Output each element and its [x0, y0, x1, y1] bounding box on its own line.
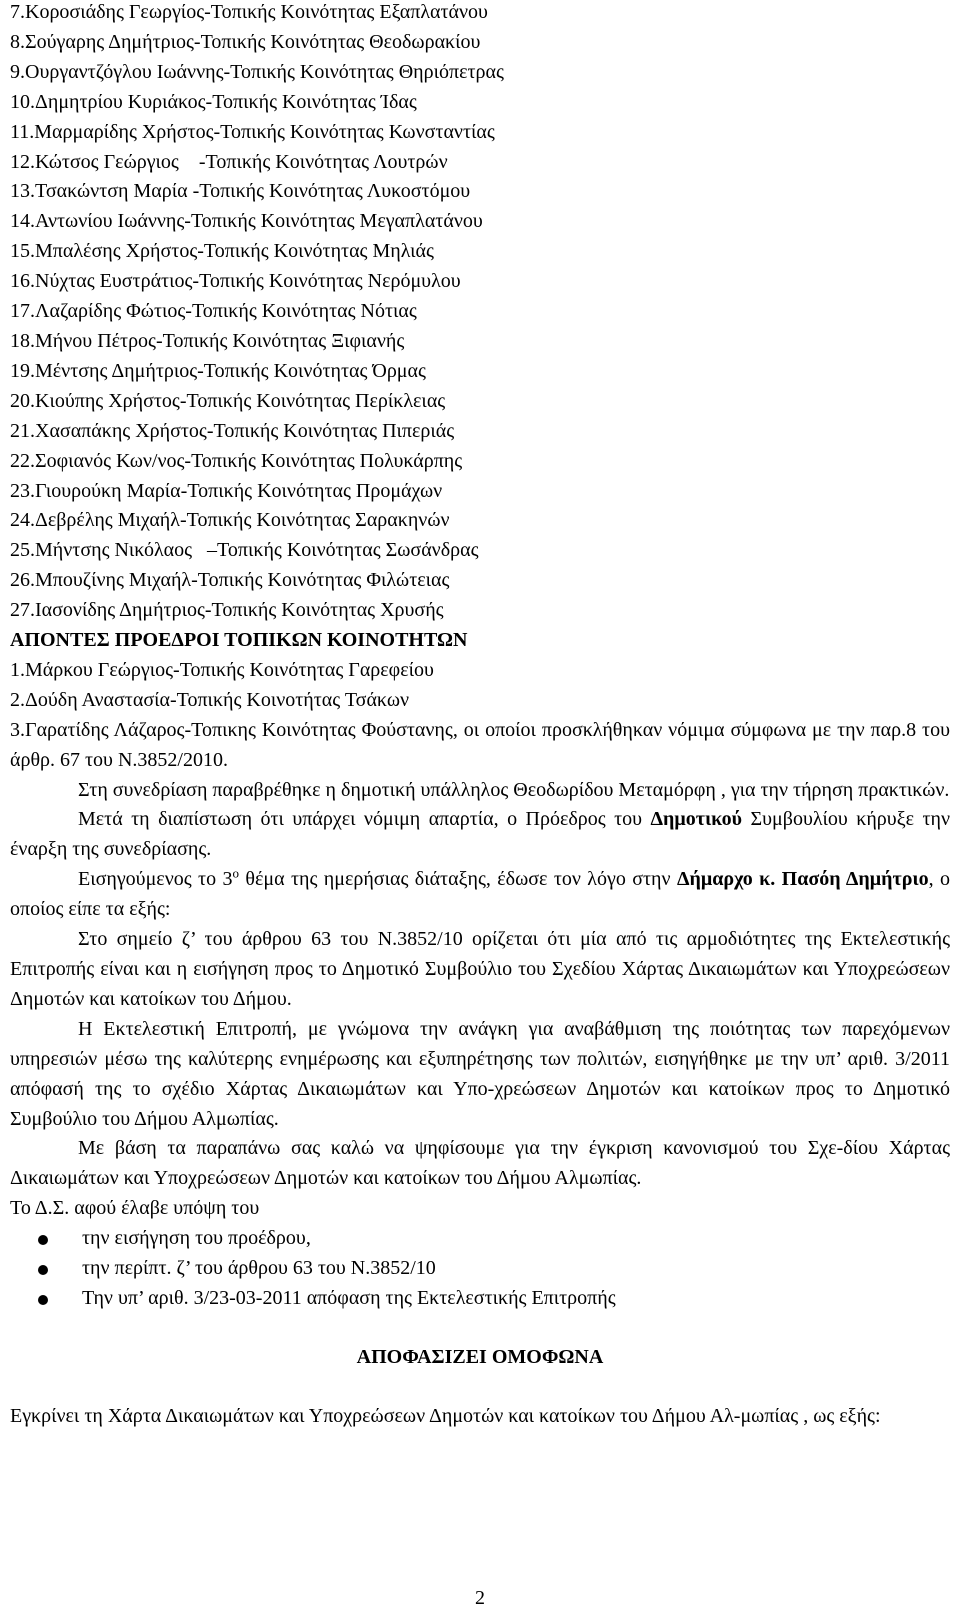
list-item-text: την περίπτ. ζ’ του άρθρου 63 του Ν.3852/10 — [82, 1257, 436, 1280]
list-item: 17.Λαζαρίδης Φώτιος-Τοπικής Κοινότητας Νότιας — [10, 300, 417, 323]
paragraph-quorum — [10, 805, 950, 865]
paragraph-text: Συμβουλίου κήρυξε την έναρξη της συνεδρίασης. — [10, 808, 950, 861]
paragraph-text: Εισηγούμενος το 3 — [78, 868, 233, 891]
list-item — [10, 1284, 950, 1314]
list-item: 9.Ουργαντζόγλου Ιωάννης-Τοπικής Κοινότητας Θηριόπετρας — [10, 60, 504, 83]
list-item: 8.Σούγαρης Δημήτριος-Τοπικής Κοινότητας Θεοδωρακίου — [10, 30, 481, 53]
paragraph-executive-committee: Η Εκτελεστική Επιτροπή, με γνώμονα την ανάγκη για αναβάθμιση της ποιότητας των παρεχόμενων υπηρεσιών μέσω της καλύτερης ενημέρωσης και εξυπηρέτησης των πολιτών, εισηγήθηκε με την υπ’ αριθ. 3/2011 απόφασή της το σχέδιο Χάρτας Δικαιωμάτων και Υπο-χρεώσεων Δημοτών και κατοίκων προς το Δημοτικό Συμβούλιο του Δήμου Αλμωπίας. — [10, 1017, 950, 1130]
list-item: 24.Δεβρέλης Μιχαήλ-Τοπικής Κοινότητας Σαρακηνών — [10, 509, 450, 532]
emphasis-text: Δημοτικού — [650, 808, 743, 831]
list-item — [10, 1224, 950, 1254]
list-item: 21.Χασαπάκης Χρήστος-Τοπικής Κοινότητας Πιπεριάς — [10, 419, 455, 442]
list-item: 1.Μάρκου Γεώργιος-Τοπικής Κοινότητας Γαρεφείου — [10, 658, 434, 681]
list-item: 10.Δημητρίου Κυριάκος-Τοπικής Κοινότητας Ίδας — [10, 90, 417, 113]
mayor-name: Δήμαρχο κ. Πασόη Δημήτριο — [676, 868, 929, 891]
paragraph-text: , ο οποίος είπε τα εξής: — [10, 868, 951, 921]
paragraph-vote-request: Με βάση τα παραπάνω σας καλώ να ψηφίσουμε για την έγκριση κανονισμού του Σχε-δίου Χάρτας Δικαιωμάτων και Υποχρεώσεων Δημοτών και κατοίκων του Δήμου Αλμωπίας. — [10, 1137, 950, 1190]
list-item: 15.Μπαλέσης Χρήστος-Τοπικής Κοινότητας Μηλιάς — [10, 240, 434, 263]
list-item: 20.Κιούπης Χρήστος-Τοπικής Κοινότητας Περίκλειας — [10, 389, 446, 412]
list-item: 13.Τσακώντση Μαρία -Τοπικής Κοινότητας Λυκοστόμου — [10, 180, 471, 203]
absent-presidents-heading: ΑΠΟΝΤΕΣ ΠΡΟΕΔΡΟΙ ΤΟΠΙΚΩΝ ΚΟΙΝΟΤΗΤΩΝ — [10, 629, 468, 652]
paragraph-clerk: Στη συνεδρίαση παραβρέθηκε η δημοτική υπάλληλος Θεοδωρίδου Μεταμόρφη , για την τήρηση πρακτικών. — [78, 778, 950, 801]
present-presidents-list — [10, 0, 950, 626]
list-item-text: Την υπ’ αριθ. 3/23-03-2011 απόφαση της Εκτελεστικής Επιτροπής — [82, 1286, 616, 1309]
list-item: 25.Μήντσης Νικόλαος –Τοπικής Κοινότητας Σωσάνδρας — [10, 539, 479, 562]
bullet-icon — [38, 1265, 48, 1275]
list-item: 11.Μαρμαρίδης Χρήστος-Τοπικής Κοινότητας Κωνσταντίας — [10, 120, 495, 143]
decision-heading: ΑΠΟΦΑΣΙΖΕΙ ΟΜΟΦΩΝΑ — [356, 1345, 604, 1368]
paragraph-text: θέμα της ημερήσιας διάταξης, έδωσε τον λόγο στην — [239, 868, 677, 891]
list-item: 19.Μέντσης Δημήτριος-Τοπικής Κοινότητας Όρμας — [10, 359, 426, 382]
ordinal-superscript: ο — [232, 865, 239, 881]
list-item — [10, 1254, 950, 1284]
absent-presidents-list — [10, 656, 950, 776]
list-item: 14.Αντωνίου Ιωάννης-Τοπικής Κοινότητας Μεγαπλατάνου — [10, 210, 483, 233]
council-considerations-intro: Το Δ.Σ. αφού έλαβε υπόψη του — [10, 1197, 260, 1220]
paragraph-law-article: Στο σημείο ζ’ του άρθρου 63 του Ν.3852/10 ορίζεται ότι μία από τις αρμοδιότητες της Εκτελεστικής Επιτροπής είναι και η εισήγηση προς το Δημοτικό Συμβούλιο του Σχεδίου Χάρτας Δικαιωμάτων και Υποχρεώσεων Δημοτών και κατοίκων του Δήμου. — [10, 928, 950, 1010]
list-item: 22.Σοφιανός Κων/νος-Τοπικής Κοινότητας Πολυκάρπης — [10, 449, 463, 472]
paragraph-introduction — [10, 865, 950, 925]
list-item: 12.Κώτσος Γεώργιος -Τοπικής Κοινότητας Λουτρών — [10, 150, 448, 173]
list-item: 26.Μπουζίνης Μιχαήλ-Τοπικής Κοινότητας Φιλώτειας — [10, 569, 450, 592]
bullet-icon — [38, 1295, 48, 1305]
list-item: 7.Κοροσιάδης Γεωργίος-Τοπικής Κοινότητας Εξαπλατάνου — [10, 1, 488, 23]
list-item: 2.Δούδη Αναστασία-Τοπικής Κοινοτήτας Τσάκων — [10, 688, 410, 711]
list-item: 3.Γαρατίδης Λάζαρος-Τοπικης Κοινότητας Φούστανης, οι οποίοι προσκλήθηκαν νόμιμα σύμφωνα με την παρ.8 του άρθρ. 67 του Ν.3852/2010. — [10, 718, 950, 771]
considerations-list — [10, 1224, 950, 1314]
paragraph-approval: Εγκρίνει τη Χάρτα Δικαιωμάτων και Υποχρεώσεων Δημοτών και κατοίκων του Δήμου Αλ-μωπίας , ως εξής: — [10, 1404, 881, 1427]
list-item: 18.Μήνου Πέτρος-Τοπικής Κοινότητας Ξιφιανής — [10, 329, 405, 352]
list-item-text: την εισήγηση του προέδρου, — [82, 1227, 311, 1250]
paragraph-text: Μετά τη διαπίστωση ότι υπάρχει νόμιμη απαρτία, ο Πρόεδρος του — [78, 808, 651, 831]
list-item: 23.Γιουρούκη Μαρία-Τοπικής Κοινότητας Προμάχων — [10, 479, 443, 502]
page-number: 2 — [475, 1587, 485, 1609]
document-body — [10, 0, 950, 1432]
bullet-icon — [38, 1235, 48, 1245]
list-item: 27.Ιασονίδης Δημήτριος-Τοπικής Κοινότητας Χρυσής — [10, 599, 444, 622]
list-item: 16.Νύχτας Ευστράτιος-Τοπικής Κοινότητας Νερόμυλου — [10, 270, 461, 293]
